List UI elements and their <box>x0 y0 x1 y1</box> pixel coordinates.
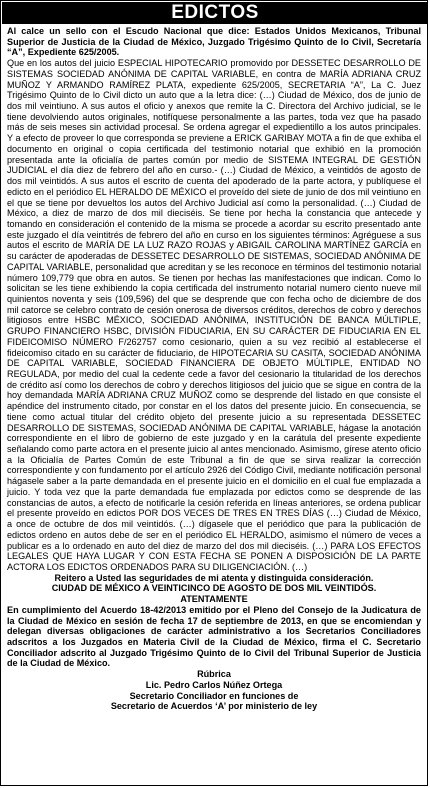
edict-body <box>7 26 421 712</box>
regards-line: Reitero a Usted las seguridades de mi atenta y distinguida consideración. <box>54 572 374 583</box>
agreement-paragraph: En cumplimiento del Acuerdo 18-42/2013 emitido por el Pleno del Consejo de la Judicatura de la Ciudad de México en sesión de fecha 17 de septiembre de 2013, en que se encomiendan y delegan diversas obligaciones de carácter administrativo a los Secretarios Conciliadores adscritos a los Juzgados en Materia Civil de la Ciudad de México, firma el C. Secretario Conciliador adscrito al Juzgado Trigésimo Quinto de lo Civil del Tribunal Superior de Justicia de la Ciudad de México. <box>7 604 421 669</box>
seal-paragraph: Al calce un sello con el Escudo Nacional que dice: Estados Unidos Mexicanos, Tribunal Superior de Justicia de la Ciudad de México, Juzgado Trigésimo Quinto de lo Civil, Secretaría “A”, Expediente 625/2005. <box>7 26 421 58</box>
rubrica-line: Rúbrica <box>197 669 231 680</box>
edict-title: EDICTOS <box>2 2 428 24</box>
place-date-line: CIUDAD DE MÉXICO A VEINTICINCO DE AGOSTO DE DOS MIL VEINTIDÓS. <box>51 583 377 594</box>
signer-role-1: Secretario Conciliador en funciones de <box>129 690 299 701</box>
atentamente-line: ATENTAMENTE <box>180 594 248 605</box>
signer-role-2: Secretario de Acuerdos ‘A’ por ministerio de ley <box>110 701 318 712</box>
resolution-paragraph: Que en los autos del juicio ESPECIAL HIPOTECARIO promovido por DESSETEC DESARROLLO DE SISTEMAS SOCIEDAD ANÓNIMA DE CAPITAL VARIABLE, en contra de MARÍA ADRIANA CRUZ MUÑOZ Y ARMANDO RAMÍREZ PLATA, expediente 625/2005, SECRETARIA “A”, La C. Juez Trigésimo Quinto de lo Civil dicto un auto que a la letra dice: (…) Ciudad de México, dos de junio de dos mil veintiuno. A sus autos el oficio y anexos que remite la C. Directora del Archivo judicial, se le tiene devolviendo autos originales, notifíquese personalmente a las partes, toda vez que ha pasado más de seis meses sin actividad procesal. Se ordena agregar el expedientillo a los autos principales. Y a efecto de proveer lo que corresponda se previene a ERICK GARIBAY MOTA a fin de que exhiba el documento en original o copia certificada del testimonio notarial que exhibió en la promoción presentada ante la oficialía de partes común por medio de SISTEMA INTEGRAL DE GESTIÓN JUDICIAL el día diez de febrero del año en curso.- (…) Ciudad de México, a veintidós de agosto de dos mil veintidós. A sus autos el escrito de cuenta del apoderado de la parte actora, y publíquese el edicto en el periódico EL HERALDO DE MÉXICO el proveído del siete de junio de dos mil veintiuno en el que se tiene por devueltos los autos del Archivo Judicial así como la personalidad. (…) Ciudad de México, a diez de marzo de dos mil dieciséis. Se tiene por hecha la constancia que antecede y tomando en consideración el contenido de la misma se procede a acordar su escrito presentado ante este juzgado el día veintitrés de febrero del año en curso en los siguientes términos: Agréguese a sus autos el escrito de MARÍA DE LA LUZ RAZO ROJAS y ABIGAIL CAROLINA MARTÍNEZ GARCÍA en su carácter de apoderadas de DESSETEC DESARROLLO DE SISTEMAS, SOCIEDAD ANÓNIMA DE CAPITAL VARIABLE, personalidad que acreditan y se les reconoce en términos del testimonio notarial número 109,779 que obra en autos. Se tienen por hechas las manifestaciones que indican. Como lo solicitan se les tiene exhibiendo la copia certificada del instrumento notarial numero ciento nueve mil quinientos noventa y seis (109,596) del que se desprende que con fecha ocho de diciembre de dos mil catorce se celebro contrato de cesión onerosa de diversos créditos, derechos de cobro y derechos litigiosos entre HSBC MÉXICO, SOCIEDAD ANÓNIMA, INSTITUCIÓN DE BANCA MÚLTIPLE, GRUPO FINANCIERO HSBC, DIVISIÓN FIDUCIARIA, EN SU CARÁCTER DE FIDUCIARIA EN EL FIDEICOMISO NÚMERO F/262757 como cesionario, quien a su vez recibió al establecerse el fideicomiso citado en su carácter de fiduciario, de HIPOTECARIA SU CASITA, SOCIEDAD ANÓNIMA DE CAPITAL VARIABLE, SOCIEDAD FINANCIERA DE OBJETO MÚLTIPLE, ENTIDAD NO REGULADA, por medio del cual la cedente cede a favor del cesionario la titularidad de los derechos de crédito así como los derechos de cobro y derechos litigiosos del juicio que se sigue en contra de la hoy demandada MARÍA ADRIANA CRUZ MUÑOZ como se desprende del listado en que consiste el apéndice del instrumento citado, por constar en el los datos del presente juicio. En consecuencia, se tiene como actual titular del crédito objeto del presente juicio a su representada DESSETEC DESARROLLO DE SISTEMAS, SOCIEDAD ANÓNIMA DE CAPITAL VARIABLE, hágase la anotación correspondiente en el libro de gobierno de este juzgado y en la carátula del presente expediente señalando como parte actora en el presente juicio al antes mencionado. Asimismo, gírese atento oficio a la Oficialía de Partes Común de este Tribunal a fin de que se sirva realizar la corrección correspondiente y con fundamento por el artículo 2926 del Código Civil, mediante notificación personal hágasele saber a la parte demandada en el presente juicio en el domicilio en el cual fue emplazada a juicio. Y toda vez que la parte demandada fue emplazada por edictos como se desprende de las constancias de autos, a efecto de notificarle la cesión referida en líneas anteriores, se ordena publicar el presente proveído en edictos POR DOS VECES DE TRES EN TRES DÍAS (…) Ciudad de México, a once de octubre de dos mil veintidós. (…) dígasele que el periódico que para la publicación de edictos ordeno en autos debe de ser en el periódico EL HERALDO, asimismo el número de veces a publicar es a lo ordenado en auto del diez de marzo del dos mil dieciséis. (…) PARA LOS EFECTOS LEGALES QUE HAYA LUGAR Y CON ESTA FECHA SE PONEN A DISPOSICIÓN DE LA PARTE ACTORA LOS EDICTOS ORDENADOS PARA SU DILIGENCIACIÓN. (…) <box>7 58 422 572</box>
signer-name: Lic. Pedro Carlos Núñez Ortega <box>145 679 283 690</box>
